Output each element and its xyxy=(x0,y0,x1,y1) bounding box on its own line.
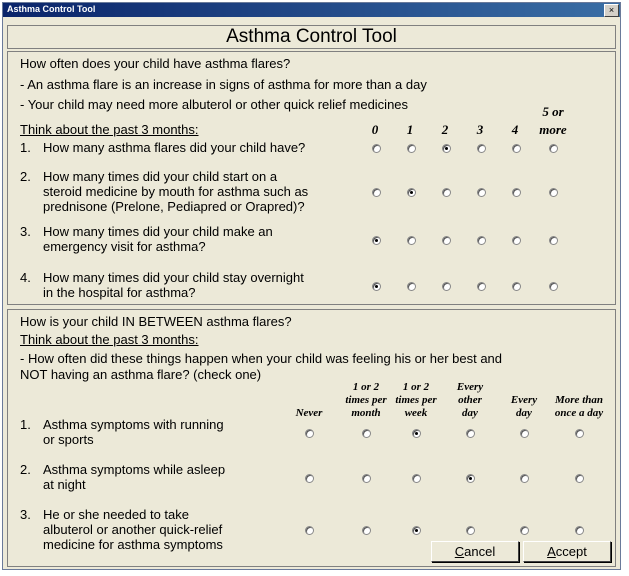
question-number: 3. xyxy=(20,224,31,239)
radio-option[interactable] xyxy=(372,144,381,153)
question-text: emergency visit for asthma? xyxy=(43,239,206,254)
question-text: or sports xyxy=(43,432,94,447)
radio-option[interactable] xyxy=(477,282,486,291)
question-number: 3. xyxy=(20,507,31,522)
question-text: medicine for asthma symptoms xyxy=(43,537,223,552)
cancel-label: ancel xyxy=(464,544,496,559)
accept-label: ccept xyxy=(555,544,587,559)
column-header: Every xyxy=(456,381,484,393)
radio-option[interactable] xyxy=(549,282,558,291)
column-header: day xyxy=(462,407,478,419)
radio-option[interactable] xyxy=(362,526,371,535)
radio-option[interactable] xyxy=(372,188,381,197)
section2-instruction-2: NOT having an asthma flare? (check one) xyxy=(20,367,262,382)
radio-option[interactable] xyxy=(362,474,371,483)
window-title: Asthma Control Tool xyxy=(7,4,96,14)
question-text: Asthma symptoms while asleep xyxy=(43,462,226,477)
radio-option[interactable] xyxy=(549,144,558,153)
radio-option[interactable] xyxy=(520,429,529,438)
radio-option[interactable] xyxy=(442,236,451,245)
col-header-0: 0 xyxy=(371,122,379,137)
column-header: More than xyxy=(555,394,603,406)
question-text: How many times did your child make an xyxy=(43,224,273,239)
radio-option[interactable] xyxy=(466,474,475,483)
radio-option[interactable] xyxy=(477,144,486,153)
between-flares-section xyxy=(7,309,616,567)
radio-option[interactable] xyxy=(575,526,584,535)
col-header-3: 3 xyxy=(476,122,484,137)
section2-think: Think about the past 3 months: xyxy=(20,332,199,347)
flares-section xyxy=(7,51,616,305)
column-header: other xyxy=(458,394,482,406)
question-number: 2. xyxy=(20,169,31,184)
radio-option[interactable] xyxy=(512,144,521,153)
radio-option[interactable] xyxy=(466,429,475,438)
radio-option[interactable] xyxy=(512,282,521,291)
radio-option[interactable] xyxy=(372,236,381,245)
cancel-button[interactable] xyxy=(431,541,519,562)
radio-option[interactable] xyxy=(372,282,381,291)
column-header: week xyxy=(404,407,428,419)
column-header: times per xyxy=(345,394,387,406)
radio-option[interactable] xyxy=(442,282,451,291)
section1-note-1: - An asthma flare is an increase in signs of asthma for more than a day xyxy=(20,77,427,92)
radio-option[interactable] xyxy=(305,526,314,535)
question-text: in the hospital for asthma? xyxy=(43,285,196,300)
radio-option[interactable] xyxy=(512,188,521,197)
section2-question: How is your child IN BETWEEN asthma flares? xyxy=(20,314,292,329)
radio-option[interactable] xyxy=(407,282,416,291)
radio-option[interactable] xyxy=(549,188,558,197)
question-number: 1. xyxy=(20,140,31,155)
question-number: 2. xyxy=(20,462,31,477)
radio-option[interactable] xyxy=(305,429,314,438)
radio-option[interactable] xyxy=(466,526,475,535)
column-header: 1 or 2 xyxy=(402,381,430,393)
radio-option[interactable] xyxy=(520,474,529,483)
accept-accelerator: A xyxy=(547,544,556,559)
title-bar xyxy=(3,3,620,17)
accept-button[interactable] xyxy=(523,541,611,562)
col-header-2: 2 xyxy=(441,122,449,137)
column-header: Never xyxy=(295,407,323,419)
question-text: How many asthma flares did your child have? xyxy=(43,140,306,155)
question-text: steroid medicine by mouth for asthma such as xyxy=(43,184,309,199)
column-header: Every xyxy=(510,394,538,406)
col-header-5-line1: 5 or xyxy=(542,104,564,119)
col-header-5-line2: more xyxy=(539,122,567,137)
radio-option[interactable] xyxy=(412,474,421,483)
column-header: once a day xyxy=(554,407,604,419)
radio-option[interactable] xyxy=(575,474,584,483)
radio-option[interactable] xyxy=(407,188,416,197)
section1-think: Think about the past 3 months: xyxy=(20,122,199,137)
radio-option[interactable] xyxy=(477,236,486,245)
radio-option[interactable] xyxy=(305,474,314,483)
radio-option[interactable] xyxy=(549,236,558,245)
question-text: at night xyxy=(43,477,86,492)
cancel-accelerator: C xyxy=(454,544,465,559)
radio-option[interactable] xyxy=(412,429,421,438)
radio-option[interactable] xyxy=(412,526,421,535)
column-header: 1 or 2 xyxy=(352,381,380,393)
radio-option[interactable] xyxy=(520,526,529,535)
radio-option[interactable] xyxy=(442,144,451,153)
question-text: How many times did your child stay overnight xyxy=(43,270,304,285)
close-button[interactable]: × xyxy=(604,4,619,17)
section2-instruction-1: - How often did these things happen when your child was feeling his or her best and xyxy=(20,351,503,366)
radio-option[interactable] xyxy=(407,236,416,245)
asthma-control-window xyxy=(2,2,621,570)
radio-option[interactable] xyxy=(442,188,451,197)
radio-option[interactable] xyxy=(477,188,486,197)
question-number: 1. xyxy=(20,417,31,432)
column-header: month xyxy=(351,407,381,419)
question-text: albuterol or another quick-relief xyxy=(43,522,223,537)
question-text: Asthma symptoms with running xyxy=(43,417,224,432)
column-header: times per xyxy=(395,394,437,406)
section1-question: How often does your child have asthma flares? xyxy=(20,56,291,71)
radio-option[interactable] xyxy=(512,236,521,245)
question-number: 4. xyxy=(20,270,31,285)
question-text: He or she needed to take xyxy=(43,507,189,522)
question-text: How many times did your child start on a xyxy=(43,169,278,184)
col-header-4: 4 xyxy=(511,122,519,137)
col-header-1: 1 xyxy=(406,122,414,137)
radio-option[interactable] xyxy=(575,429,584,438)
column-header: day xyxy=(516,407,532,419)
radio-option[interactable] xyxy=(362,429,371,438)
section1-note-2: - Your child may need more albuterol or other quick relief medicines xyxy=(20,97,409,112)
radio-option[interactable] xyxy=(407,144,416,153)
page-title: Asthma Control Tool xyxy=(7,25,616,49)
question-text: prednisone (Prelone, Pediapred or Orapred)? xyxy=(43,199,305,214)
